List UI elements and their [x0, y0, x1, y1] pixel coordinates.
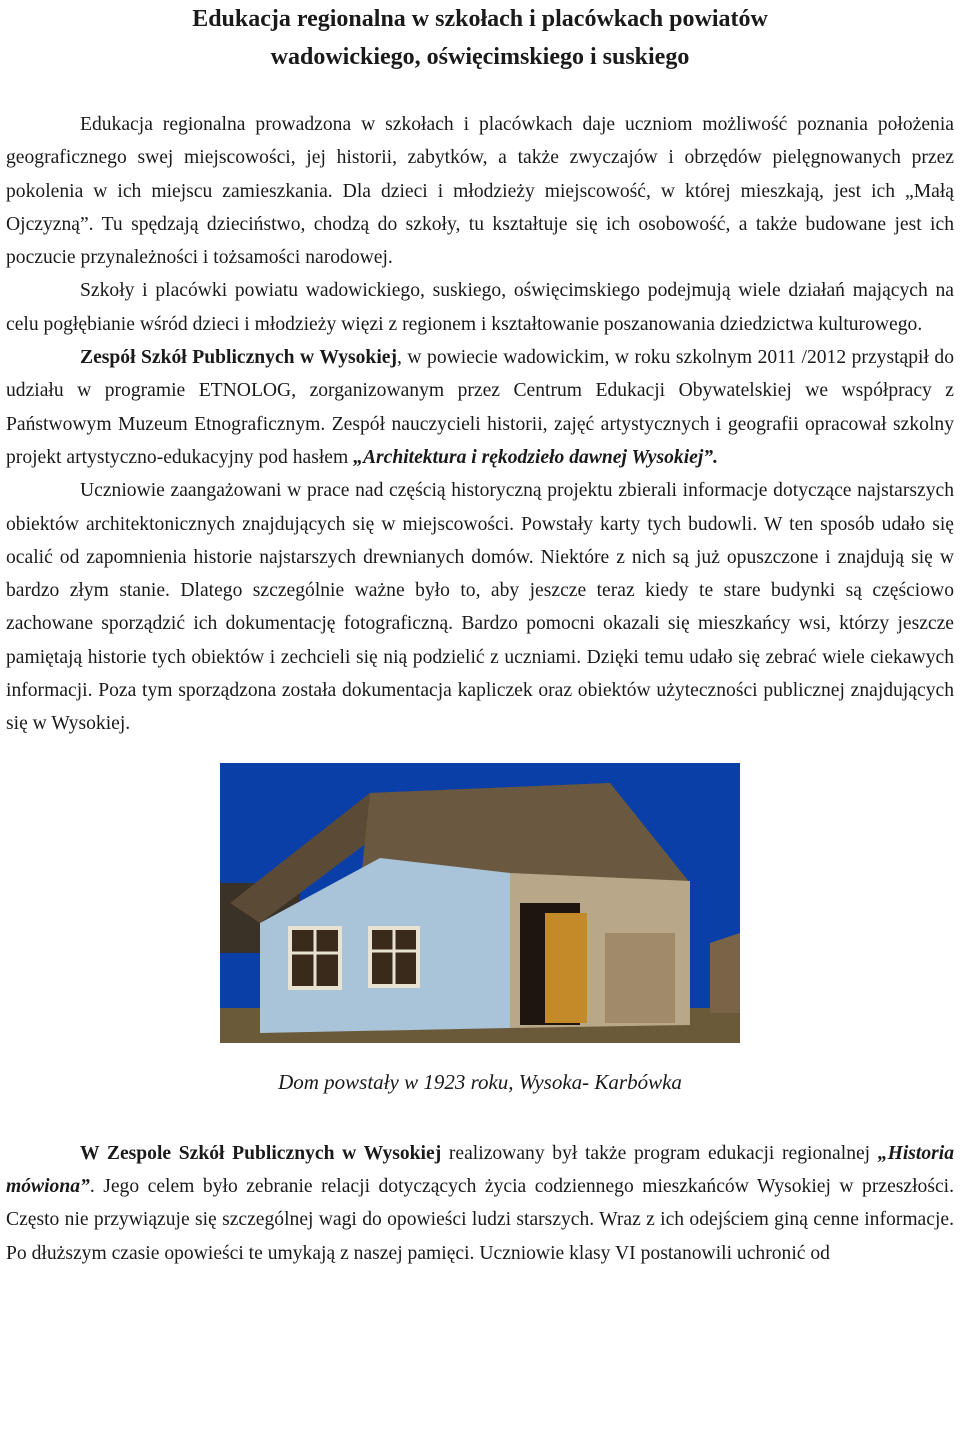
fence [710, 933, 740, 1013]
wooden-house-photo [220, 763, 740, 1043]
figure-caption: Dom powstały w 1923 roku, Wysoka- Karbówka [278, 1069, 682, 1094]
paragraph-etnolog [6, 341, 954, 474]
school-name-2: W Zespole Szkół Publicznych w Wysokiej [80, 1142, 442, 1164]
paragraph-etnolog-text: , w powiecie wadowickim, w roku szkolnym 2011 /2012 przystąpił do udziału w programie ETNOLOG, zorganizowanym przez Centrum Edukacji Obywatelskiej we współpracy z Państwowym Muzeum Etnograficznym. Zespół nauczycieli historii, zajęć artystycznych i geografii opracował szkolny projekt artystyczno-edukacyjny pod hasłem [6, 347, 954, 468]
paragraph-oral-history-text-1: realizowany był także program edukacji regionalnej [441, 1142, 878, 1164]
document-body [0, 108, 960, 741]
document-body-continued [0, 1137, 960, 1270]
paragraph-intro: Edukacja regionalna prowadzona w szkołach i placówkach daje uczniom możliwość poznania położenia geograficznego swej miejscowości, jej historii, zabytków, a także zwyczajów i obrzędów pielęgnowanych przez pokolenia w ich miejscu zamieszkania. Dla dzieci i młodzieży miejscowość, w której mieszkają, jest ich „Małą Ojczyzną”. Tu spędzają dzieciństwo, chodzą do szkoły, tu kształtuje się ich osobowość, a także budowane jest ich poczucie przynależności i tożsamości narodowej. [6, 114, 954, 269]
program-name: „Historia mówiona” [6, 1142, 954, 1197]
paragraph-documentation: Uczniowie zaangażowani w prace nad częścią historyczną projektu zbierali informacje dotyczące najstarszych obiektów architektonicznych znajdujących się w miejscowości. Powstały karty tych budowli. W ten sposób udało się ocalić od zapomnienia historie najstarszych drewnianych domów. Niektóre z nich są już opuszczone i znajdują się w bardzo złym stanie. Dlatego szczególnie ważne było to, aby jeszcze teraz kiedy te stare budynki są częściowo zachowane sporządzić ich dokumentację fotograficzną. Bardzo pomocni okazali się mieszkańcy wsi, którzy jeszcze pamiętają historie tych obiektów i zechcieli się nią podzielić z uczniami. Dzięki temu udało się zebrać wiele ciekawych informacji. Poza tym sporządzona została dokumentacja kapliczek oraz obiektów użyteczności publicznej znajdujących się w Wysokiej. [6, 480, 954, 735]
title-line-1: Edukacja regionalna w szkołach i placówkach powiatów [192, 6, 768, 32]
school-name: Zespół Szkół Publicznych w Wysokiej [80, 347, 397, 369]
door [545, 913, 587, 1023]
document-title [0, 0, 960, 76]
paragraph-oral-history-text-2: . Jego celem było zebranie relacji dotyczących życia codziennego mieszkańców Wysokiej w przeszłości. Często nie przywiązuje się szczególnej wagi do opowieści ludzi starszych. Wraz z ich odejściem giną cenne informacje. Po dłuższym czasie opowieści te umykają z naszej pamięci. Uczniowie klasy VI postanowili uchronić od [6, 1175, 954, 1264]
figure [0, 763, 960, 1097]
paragraph-schools: Szkoły i placówki powiatu wadowickiego, suskiego, oświęcimskiego podejmują wiele działań mających na celu pogłębianie wśród dzieci i młodzieży więzi z regionem i kształtowanie poszanowania dziedzictwa kulturowego. [6, 280, 954, 335]
project-name: „Architektura i rękodzieło dawnej Wysokiej”. [353, 446, 719, 468]
paragraph-oral-history [6, 1137, 954, 1270]
title-line-2: wadowickiego, oświęcimskiego i suskiego [270, 44, 690, 70]
log-wall [605, 933, 675, 1023]
